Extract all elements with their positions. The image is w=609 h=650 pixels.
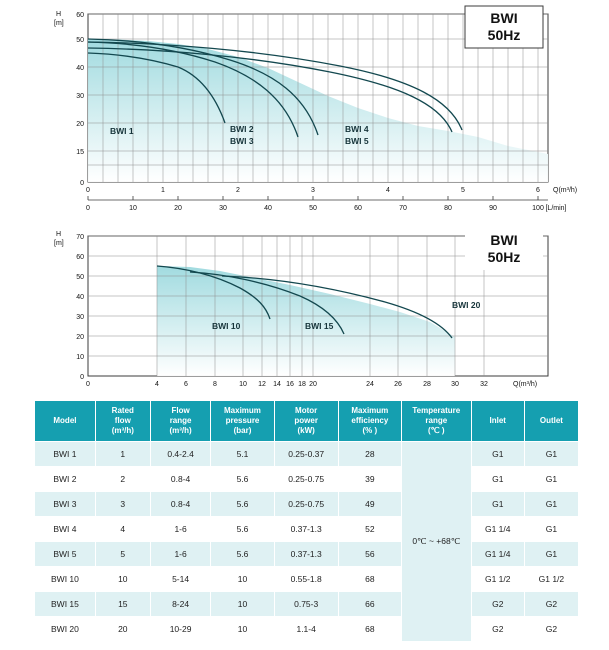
svg-text:0: 0 (80, 374, 84, 381)
column-header-rated-flow: Rated flow (m³/h) (95, 401, 150, 442)
svg-text:20: 20 (174, 205, 182, 212)
cell-model: BWI 1 (35, 442, 96, 467)
curve-label-bwi-10: BWI 10 (212, 321, 241, 331)
cell-outlet: G2 (524, 617, 578, 642)
cell-rated-flow: 10 (95, 567, 150, 592)
chart-1-title: BWI (490, 10, 518, 26)
curve-label-bwi-4: BWI 4 (345, 124, 369, 134)
cell-motor-power: 0.75-3 (274, 592, 338, 617)
cell-max-pressure: 5.6 (211, 517, 274, 542)
chart-1-subtitle: 50Hz (487, 27, 521, 43)
cell-model: BWI 20 (35, 617, 96, 642)
performance-chart-2 (0, 222, 609, 394)
cell-max-pressure: 10 (211, 567, 274, 592)
cell-flow-range: 1-6 (150, 517, 211, 542)
cell-rated-flow: 5 (95, 542, 150, 567)
chart-1-y-axis-label: H (56, 11, 62, 18)
cell-outlet: G1 (524, 467, 578, 492)
chart-2-x-axis-label: Q(m³/h) (513, 381, 538, 388)
cell-inlet: G2 (471, 592, 524, 617)
cell-motor-power: 0.25-0.75 (274, 492, 338, 517)
cell-max-efficiency: 68 (338, 567, 401, 592)
svg-text:26: 26 (394, 381, 402, 388)
cell-max-pressure: 5.6 (211, 467, 274, 492)
svg-text:6: 6 (184, 381, 188, 388)
svg-text:18: 18 (298, 381, 306, 388)
svg-text:60: 60 (354, 205, 362, 212)
cell-flow-range: 0.4-2.4 (150, 442, 211, 467)
cell-outlet: G1 (524, 542, 578, 567)
cell-max-efficiency: 39 (338, 467, 401, 492)
table-body (35, 442, 579, 642)
cell-max-efficiency: 66 (338, 592, 401, 617)
cell-max-pressure: 5.6 (211, 542, 274, 567)
table-row (35, 517, 579, 542)
chart-1-secondary-ticks (88, 196, 538, 200)
cell-inlet: G1 (471, 492, 524, 517)
chart-2-y-ticks (76, 234, 84, 381)
cell-flow-range: 1-6 (150, 542, 211, 567)
cell-outlet: G1 (524, 517, 578, 542)
chart-1-y-axis-unit: [m] (54, 20, 64, 27)
table-header-row (35, 401, 579, 442)
cell-max-pressure: 5.1 (211, 442, 274, 467)
curve-label-bwi-3: BWI 3 (230, 136, 254, 146)
cell-model: BWI 2 (35, 467, 96, 492)
cell-outlet: G1 (524, 442, 578, 467)
cell-model: BWI 15 (35, 592, 96, 617)
column-header-model: Model (35, 401, 96, 442)
column-header-max-pressure: Maximum pressure (bar) (211, 401, 274, 442)
chart-2-y-axis-label: H (56, 231, 62, 238)
cell-rated-flow: 15 (95, 592, 150, 617)
cell-flow-range: 0.8-4 (150, 467, 211, 492)
svg-text:50: 50 (76, 274, 84, 281)
cell-inlet: G1 1/2 (471, 567, 524, 592)
cell-outlet: G2 (524, 592, 578, 617)
svg-text:80: 80 (444, 205, 452, 212)
chart-2-y-axis-unit: [m] (54, 240, 64, 247)
cell-flow-range: 8-24 (150, 592, 211, 617)
svg-text:50: 50 (76, 37, 84, 44)
curve-label-bwi-2: BWI 2 (230, 124, 254, 134)
svg-text:10: 10 (129, 205, 137, 212)
chart-1-x-axis-label: Q(m³/h) (553, 187, 578, 194)
svg-text:3: 3 (311, 187, 315, 194)
svg-text:28: 28 (423, 381, 431, 388)
table-row (35, 567, 579, 592)
svg-text:30: 30 (451, 381, 459, 388)
svg-text:4: 4 (386, 187, 390, 194)
cell-model: BWI 3 (35, 492, 96, 517)
chart-2-x-ticks (86, 381, 488, 388)
svg-text:40: 40 (76, 294, 84, 301)
cell-motor-power: 0.37-1.3 (274, 542, 338, 567)
svg-text:40: 40 (264, 205, 272, 212)
svg-text:50: 50 (309, 205, 317, 212)
cell-inlet: G1 1/4 (471, 542, 524, 567)
svg-text:1: 1 (161, 187, 165, 194)
svg-text:0: 0 (86, 381, 90, 388)
cell-max-pressure: 5.6 (211, 492, 274, 517)
cell-max-efficiency: 28 (338, 442, 401, 467)
table-row (35, 617, 579, 642)
specification-table (34, 400, 579, 642)
svg-text:70: 70 (76, 234, 84, 241)
column-header-flow-range: Flow range (m³/h) (150, 401, 211, 442)
svg-text:0: 0 (86, 187, 90, 194)
cell-rated-flow: 4 (95, 517, 150, 542)
svg-text:90: 90 (489, 205, 497, 212)
svg-text:30: 30 (219, 205, 227, 212)
svg-text:60: 60 (76, 254, 84, 261)
column-header-temperature-range: Temperature range (℃ ) (401, 401, 471, 442)
svg-text:6: 6 (536, 187, 540, 194)
svg-text:70: 70 (399, 205, 407, 212)
performance-chart-1 (0, 0, 609, 222)
cell-max-efficiency: 52 (338, 517, 401, 542)
svg-text:2: 2 (236, 187, 240, 194)
svg-text:4: 4 (155, 381, 159, 388)
table-row (35, 442, 579, 467)
curve-label-bwi-15: BWI 15 (305, 321, 334, 331)
chart-1-x-ticks (86, 187, 540, 194)
cell-flow-range: 0.8-4 (150, 492, 211, 517)
svg-text:5: 5 (461, 187, 465, 194)
cell-max-pressure: 10 (211, 617, 274, 642)
cell-outlet: G1 (524, 492, 578, 517)
cell-inlet: G1 (471, 442, 524, 467)
chart-2-svg (0, 222, 609, 394)
cell-rated-flow: 20 (95, 617, 150, 642)
cell-temperature-range: 0℃ ~ +68℃ (401, 442, 471, 642)
chart-1-y-ticks (76, 12, 84, 187)
curve-label-bwi-5: BWI 5 (345, 136, 369, 146)
table-row (35, 492, 579, 517)
svg-text:12: 12 (258, 381, 266, 388)
cell-rated-flow: 2 (95, 467, 150, 492)
svg-text:14: 14 (273, 381, 281, 388)
table-row (35, 542, 579, 567)
svg-text:10: 10 (239, 381, 247, 388)
cell-inlet: G1 1/4 (471, 517, 524, 542)
table-row (35, 467, 579, 492)
chart-1-svg (0, 0, 609, 222)
specification-table-wrapper (34, 400, 579, 642)
svg-text:15: 15 (76, 149, 84, 156)
cell-motor-power: 0.25-0.37 (274, 442, 338, 467)
svg-text:60: 60 (76, 12, 84, 19)
svg-text:30: 30 (76, 314, 84, 321)
table-header (35, 401, 579, 442)
svg-text:8: 8 (213, 381, 217, 388)
cell-model: BWI 5 (35, 542, 96, 567)
cell-motor-power: 0.55-1.8 (274, 567, 338, 592)
column-header-max-efficiency: Maximum efficiency (% ) (338, 401, 401, 442)
svg-text:100: 100 (532, 205, 544, 212)
svg-text:40: 40 (76, 65, 84, 72)
chart-2-title: BWI (490, 232, 518, 248)
svg-text:24: 24 (366, 381, 374, 388)
cell-rated-flow: 3 (95, 492, 150, 517)
cell-inlet: G1 (471, 467, 524, 492)
svg-text:10: 10 (76, 354, 84, 361)
cell-model: BWI 10 (35, 567, 96, 592)
chart-2-subtitle: 50Hz (487, 249, 521, 265)
table-row (35, 592, 579, 617)
svg-text:20: 20 (76, 334, 84, 341)
cell-rated-flow: 1 (95, 442, 150, 467)
cell-motor-power: 0.37-1.3 (274, 517, 338, 542)
cell-model: BWI 4 (35, 517, 96, 542)
cell-max-efficiency: 49 (338, 492, 401, 517)
svg-text:20: 20 (76, 121, 84, 128)
cell-flow-range: 10-29 (150, 617, 211, 642)
svg-text:0: 0 (80, 180, 84, 187)
cell-max-efficiency: 56 (338, 542, 401, 567)
svg-text:32: 32 (480, 381, 488, 388)
cell-outlet: G1 1/2 (524, 567, 578, 592)
chart-1-x-ticks-lmin (86, 205, 544, 212)
curve-label-bwi-1: BWI 1 (110, 126, 134, 136)
column-header-inlet: Inlet (471, 401, 524, 442)
svg-text:30: 30 (76, 93, 84, 100)
cell-motor-power: 1.1-4 (274, 617, 338, 642)
cell-inlet: G2 (471, 617, 524, 642)
cell-max-pressure: 10 (211, 592, 274, 617)
svg-text:16: 16 (286, 381, 294, 388)
cell-motor-power: 0.25-0.75 (274, 467, 338, 492)
column-header-outlet: Outlet (524, 401, 578, 442)
svg-text:0: 0 (86, 205, 90, 212)
chart-1-x-axis-label-2: [L/min] (545, 205, 567, 212)
cell-flow-range: 5-14 (150, 567, 211, 592)
curve-label-bwi-20: BWI 20 (452, 300, 481, 310)
column-header-motor-power: Motor power (kW) (274, 401, 338, 442)
svg-text:20: 20 (309, 381, 317, 388)
cell-max-efficiency: 68 (338, 617, 401, 642)
